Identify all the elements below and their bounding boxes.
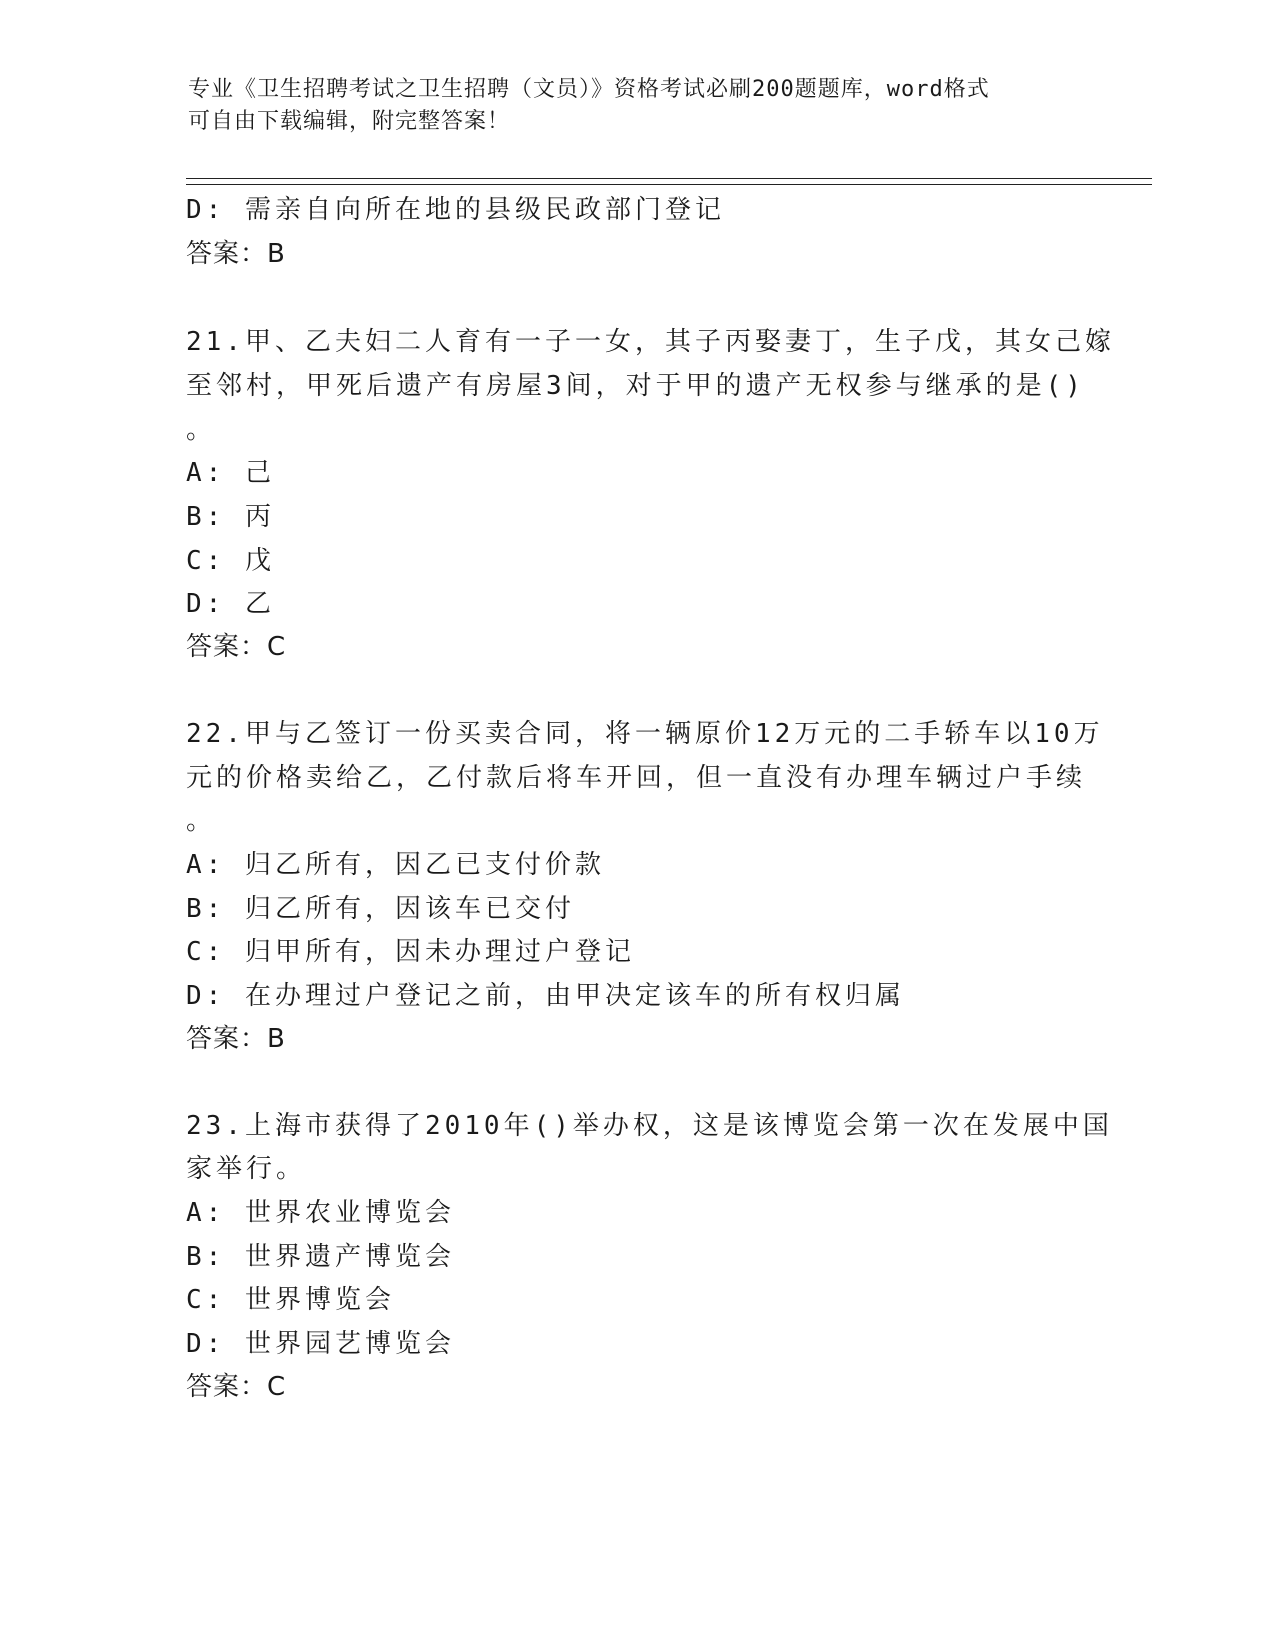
question-21-text-line-1: 21.甲、乙夫妇二人育有一子一女，其子丙娶妻丁，生子戊，其女己嫁 xyxy=(186,327,1115,357)
question-23-option-c: C: 世界博览会 xyxy=(186,1285,395,1315)
prev-option-d: D: 需亲自向所在地的县级民政部门登记 xyxy=(186,195,725,225)
question-22-text-line-3: 。 xyxy=(186,806,217,836)
question-22-answer: 答案：B xyxy=(186,1024,286,1054)
question-23-option-d: D: 世界园艺博览会 xyxy=(186,1329,455,1359)
question-23-option-a: A: 世界农业博览会 xyxy=(186,1198,455,1228)
question-22-option-c: C: 归甲所有，因未办理过户登记 xyxy=(186,937,635,967)
question-22-option-d: D: 在办理过户登记之前，由甲决定该车的所有权归属 xyxy=(186,981,905,1011)
prev-answer: 答案：B xyxy=(186,239,286,269)
question-23-text-line-1: 23.上海市获得了2010年()举办权，这是该博览会第一次在发展中国 xyxy=(186,1111,1113,1141)
question-22-option-a: A: 归乙所有，因乙已支付价款 xyxy=(186,850,605,880)
question-21-text-line-3: 。 xyxy=(186,415,217,445)
question-22-text-line-2: 元的价格卖给乙，乙付款后将车开回，但一直没有办理车辆过户手续 xyxy=(186,763,1087,793)
question-21-text-line-2: 至邻村，甲死后遗产有房屋3间，对于甲的遗产无权参与继承的是() xyxy=(186,371,1085,401)
question-23-answer: 答案：C xyxy=(186,1372,287,1402)
question-22-option-b: B: 归乙所有，因该车已交付 xyxy=(186,894,575,924)
page-header xyxy=(188,74,1068,138)
question-21-option-b: B: 丙 xyxy=(186,502,275,532)
question-23-text-line-2: 家举行。 xyxy=(186,1154,307,1184)
question-22-text-line-1: 22.甲与乙签订一份买卖合同，将一辆原价12万元的二手轿车以10万 xyxy=(186,719,1104,749)
question-21-option-d: D: 乙 xyxy=(186,589,275,619)
question-23-option-b: B: 世界遗产博览会 xyxy=(186,1242,455,1272)
question-21-option-c: C: 戊 xyxy=(186,546,275,576)
question-21-answer: 答案：C xyxy=(186,632,287,662)
header-divider xyxy=(186,178,1152,185)
header-line-1: 专业《卫生招聘考试之卫生招聘（文员）》资格考试必刷200题题库，word格式 xyxy=(188,77,990,102)
header-line-2: 可自由下载编辑，附完整答案！ xyxy=(188,109,511,134)
question-21-option-a: A: 己 xyxy=(186,458,275,488)
